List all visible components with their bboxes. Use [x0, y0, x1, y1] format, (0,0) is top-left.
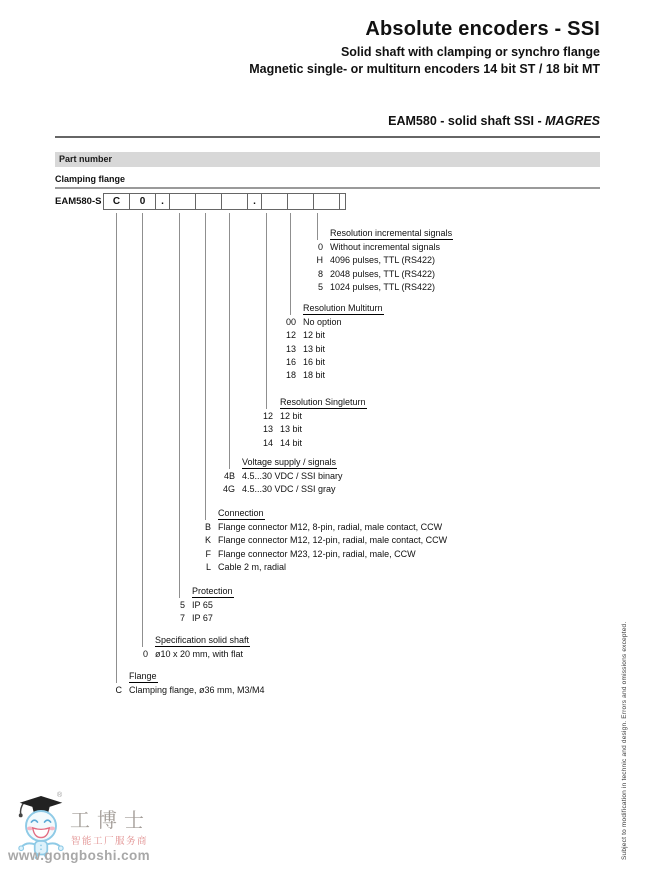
variant-heading: Clamping flange	[55, 174, 126, 184]
option-row	[285, 316, 384, 329]
logo-company-name: 工博士	[70, 808, 151, 832]
part-number-cell	[221, 193, 248, 210]
option-code: 12	[285, 330, 296, 341]
option-label: Flange connector M12, 8-pin, radial, male contact, CCW	[218, 522, 443, 533]
section-title: Voltage supply / signals	[242, 456, 337, 469]
option-row	[317, 268, 453, 281]
option-label: 16 bit	[303, 356, 326, 367]
page-title: Absolute encoders - SSI	[365, 18, 600, 40]
option-label: 1024 pulses, TTL (RS422)	[330, 281, 436, 292]
part-number-cell	[313, 193, 340, 210]
page-subtitle-1: Solid shaft with clamping or synchro flange	[340, 45, 600, 59]
option-label: Flange connector M23, 12-pin, radial, male, CCW	[218, 548, 416, 559]
option-label: Clamping flange, ø36 mm, M3/M4	[129, 685, 265, 696]
option-code: 4B	[223, 471, 235, 482]
tree-line-protection	[179, 213, 180, 598]
part-number-cell: .	[247, 193, 262, 210]
tree-line-incremental	[317, 213, 318, 240]
option-code: 8	[317, 268, 323, 279]
option-row	[262, 437, 367, 450]
option-row	[285, 369, 384, 382]
tree-line-voltage	[229, 213, 230, 469]
part-number-table	[103, 193, 346, 210]
option-label: 12 bit	[303, 330, 326, 341]
tree-line-singleturn	[266, 213, 267, 409]
part-number-cell	[261, 193, 288, 210]
section-protection	[179, 585, 234, 626]
section-title: Resolution Singleturn	[280, 396, 367, 409]
option-code: 7	[179, 613, 185, 624]
section-title: Connection	[218, 507, 265, 520]
variant-rule	[55, 187, 600, 189]
section-solid-shaft	[142, 634, 250, 661]
option-row	[204, 521, 447, 534]
option-code: 13	[285, 343, 296, 354]
section-title: Protection	[192, 585, 234, 598]
option-code: H	[316, 255, 323, 266]
option-code: L	[205, 561, 211, 572]
option-code: 12	[262, 411, 273, 422]
part-number-cell	[169, 193, 196, 210]
option-code: 5	[317, 281, 323, 292]
option-row	[223, 470, 343, 483]
section-title: Resolution Multiturn	[303, 302, 384, 315]
option-row	[142, 648, 250, 661]
option-label: 14 bit	[280, 437, 303, 448]
option-label: 12 bit	[280, 411, 303, 422]
section-voltage-supply	[222, 456, 343, 497]
option-row	[179, 612, 234, 625]
option-code: 18	[285, 370, 296, 381]
option-label: 2048 pulses, TTL (RS422)	[330, 268, 436, 279]
part-number-cell: .	[155, 193, 170, 210]
tree-line-shaft	[142, 213, 143, 647]
option-code: C	[115, 685, 122, 696]
option-code: 13	[262, 424, 273, 435]
section-flange	[115, 670, 265, 697]
option-label: Flange connector M12, 12-pin, radial, male contact, CCW	[218, 535, 448, 546]
section-resolution-incremental	[316, 227, 453, 294]
tree-line-flange	[116, 213, 117, 683]
option-label: Cable 2 m, radial	[218, 561, 287, 572]
option-label: 18 bit	[303, 370, 326, 381]
product-line	[40, 114, 600, 128]
product-line-name: EAM580 - solid shaft SSI -	[388, 114, 546, 128]
section-title: Specification solid shaft	[155, 634, 250, 647]
option-label: 4.5...30 VDC / SSI gray	[242, 484, 336, 495]
option-label: Without incremental signals	[330, 242, 441, 253]
part-number-prefix: EAM580-S	[55, 196, 102, 207]
option-row	[317, 241, 453, 254]
option-code: 16	[285, 356, 296, 367]
part-number-cell: 0	[129, 193, 156, 210]
page-subtitle-2: Magnetic single- or multiturn encoders 14 bit ST / 18 bit MT	[249, 62, 600, 76]
option-code: 0	[142, 649, 148, 660]
option-label: 4.5...30 VDC / SSI binary	[242, 471, 343, 482]
side-note: Subject to modification in technic and design. Errors and omissions excepted.	[621, 621, 628, 860]
section-title: Flange	[129, 670, 158, 683]
option-label: IP 67	[192, 613, 213, 624]
product-line-brand: MAGRES	[545, 114, 600, 128]
option-label: No option	[303, 317, 342, 328]
logo-tagline: 智能工厂服务商	[71, 836, 149, 847]
option-code: F	[205, 548, 211, 559]
option-code: 4G	[222, 484, 235, 495]
option-row	[285, 356, 384, 369]
option-code: 14	[262, 437, 273, 448]
section-connection	[204, 507, 448, 574]
tree-line-connection	[205, 213, 206, 520]
option-code: B	[204, 522, 211, 533]
option-row	[317, 281, 453, 294]
option-row	[204, 534, 448, 547]
option-label: ø10 x 20 mm, with flat	[155, 649, 244, 660]
option-row	[285, 343, 384, 356]
option-row	[285, 329, 384, 342]
logo-url: www.gongboshi.com	[8, 848, 151, 863]
part-number-cell	[195, 193, 222, 210]
section-title: Resolution incremental signals	[330, 227, 453, 240]
option-label: 13 bit	[303, 343, 326, 354]
option-row	[262, 423, 367, 436]
option-code: K	[204, 535, 211, 546]
option-code: 00	[285, 317, 296, 328]
option-label: 4096 pulses, TTL (RS422)	[330, 255, 436, 266]
header-rule	[55, 136, 600, 138]
option-row	[115, 684, 265, 697]
watermark-logo	[8, 792, 158, 870]
section-resolution-multiturn	[285, 302, 384, 382]
option-label: 13 bit	[280, 424, 303, 435]
option-row	[205, 548, 447, 561]
part-number-cell	[287, 193, 314, 210]
option-row	[262, 410, 367, 423]
option-code: 0	[317, 242, 323, 253]
option-row	[205, 561, 447, 574]
option-row	[179, 599, 234, 612]
option-row	[222, 483, 343, 496]
section-resolution-singleturn	[262, 396, 367, 450]
part-number-cell: C	[103, 193, 130, 210]
registered-mark: ®	[57, 792, 63, 799]
option-row	[316, 254, 453, 267]
part-number-cell	[339, 193, 346, 210]
option-label: IP 65	[192, 600, 213, 611]
option-code: 5	[179, 600, 185, 611]
tree-line-multiturn	[290, 213, 291, 315]
part-number-section-bar: Part number	[55, 152, 600, 167]
